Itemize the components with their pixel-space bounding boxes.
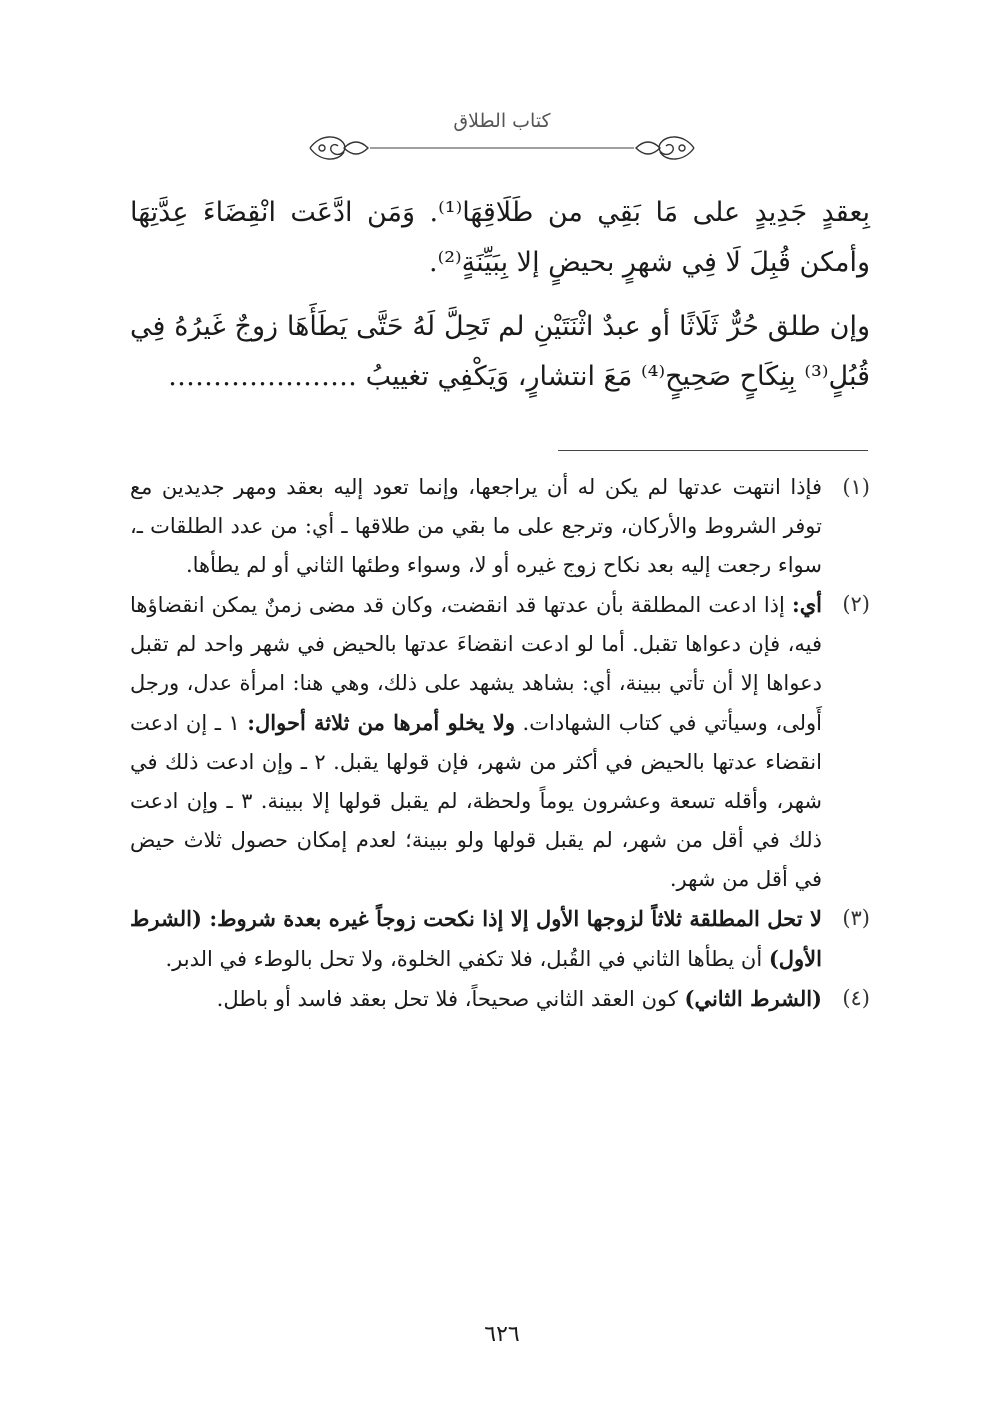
footnote-4 — [130, 979, 870, 1019]
footnotes — [130, 468, 870, 1019]
footnote-number: (٤) — [842, 986, 870, 1010]
footnote-bold-lead: أي: — [791, 592, 822, 617]
footnote-text — [130, 585, 822, 899]
footnote-number: (١) — [842, 475, 870, 499]
continuation-dots: ………………… — [168, 361, 358, 392]
footnote-1 — [130, 468, 870, 585]
footnote-bold-phrase: لا تحل المطلقة ثلاثاً لزوجها الأول إلا إذا نكحت زوجاً غيره بعدة شروط: (الشرط الأول) — [130, 906, 822, 971]
page-number: ٦٢٦ — [484, 1322, 520, 1347]
footnote-text-part: كون العقد الثاني صحيحاً، فلا تحل بعقد فاسد أو باطل. — [216, 987, 685, 1011]
footnote-bold-phrase: (الشرط الثاني) — [684, 986, 822, 1011]
footnote-separator — [558, 450, 868, 451]
footnote-3 — [130, 899, 870, 979]
main-paragraph-2-text: وإن طلق حُرٌّ ثَلَاثًا أو عبدٌ اثْنَتَيْنِ لم تَحِلَّ لَهُ حَتَّى يَطَأَهَا زوجٌ غَيرُهُ فِي قُبُلٍ⁽³⁾ بِنِكَاحٍ صَحِيحٍ⁽⁴⁾ مَعَ انتشارٍ، وَيَكْفِي تغييبُ — [130, 311, 870, 392]
footnote-text — [130, 899, 822, 979]
footnote-text-part: أن يطأها الثاني في القُبل، فلا تكفي الخلوة، ولا تحل بالوطء في الدبر. — [165, 947, 769, 971]
footnote-text: فإذا انتهت عدتها لم يكن له أن يراجعها، وإنما تعود إليه بعقد ومهر جديدين مع توفر الشروط والأركان، وترجع على ما بقي من طلاقها ـ أي: من عدد الطلقات ـ، سواء رجعت إليه بعد نكاح زوج غيره أو لا، وسواء وطئها الثاني أو لم يطأها. — [130, 475, 822, 577]
footnote-text-part: ١ ـ إن ادعت انقضاء عدتها بالحيض في أكثر من شهر، فإن قولها يقبل. ٢ ـ وإن ادعت ذلك في شهر، وأقله تسعة وعشرون يوماً ولحظة، لم يقبل قولها إلا ببينة. ٣ ـ وإن ادعت ذلك في أقل من شهر، لم يقبل قولها ولو ببينة؛ لعدم إمكان حصول ثلاث حيض في أقل من شهر. — [130, 711, 822, 891]
footnote-text — [130, 979, 822, 1019]
footnote-2 — [130, 585, 870, 899]
running-header-title: كتاب الطلاق — [453, 110, 551, 132]
header-ornament — [300, 130, 704, 166]
footnote-text-part: إذا ادعت المطلقة بأن عدتها قد انقضت، وكان قد مضى زمنٌ يمكن انقضاؤها فيه، فإن دعواها تقبل. أما لو ادعت انقضاءَ عدتها بالحيض في شهر واحد لم تقبل دعواها إلا أن تأتي ببينة، أي: بشاهد يشهد على ذلك، وهي هنا: امرأة عدل، ورجل أَولى، وسيأتي في كتاب الشهادات. — [130, 593, 822, 735]
footnote-bold-phrase: ولا يخلو أمرها من ثلاثة أحوال: — [247, 710, 515, 735]
footnote-number: (٢) — [842, 592, 870, 616]
main-paragraph-2 — [130, 302, 870, 402]
main-text — [130, 188, 870, 402]
footnote-number: (٣) — [842, 906, 870, 930]
main-paragraph-1: بِعقدٍ جَدِيدٍ على مَا بَقِي من طَلَاقِهَا⁽¹⁾. وَمَن ادَّعَت انْقِضَاءَ عِدَّتِهَا وأمكن قُبِلَ لَا فِي شهرٍ بحيضٍ إلا بِبَيِّنَةٍ⁽²⁾. — [130, 197, 870, 278]
